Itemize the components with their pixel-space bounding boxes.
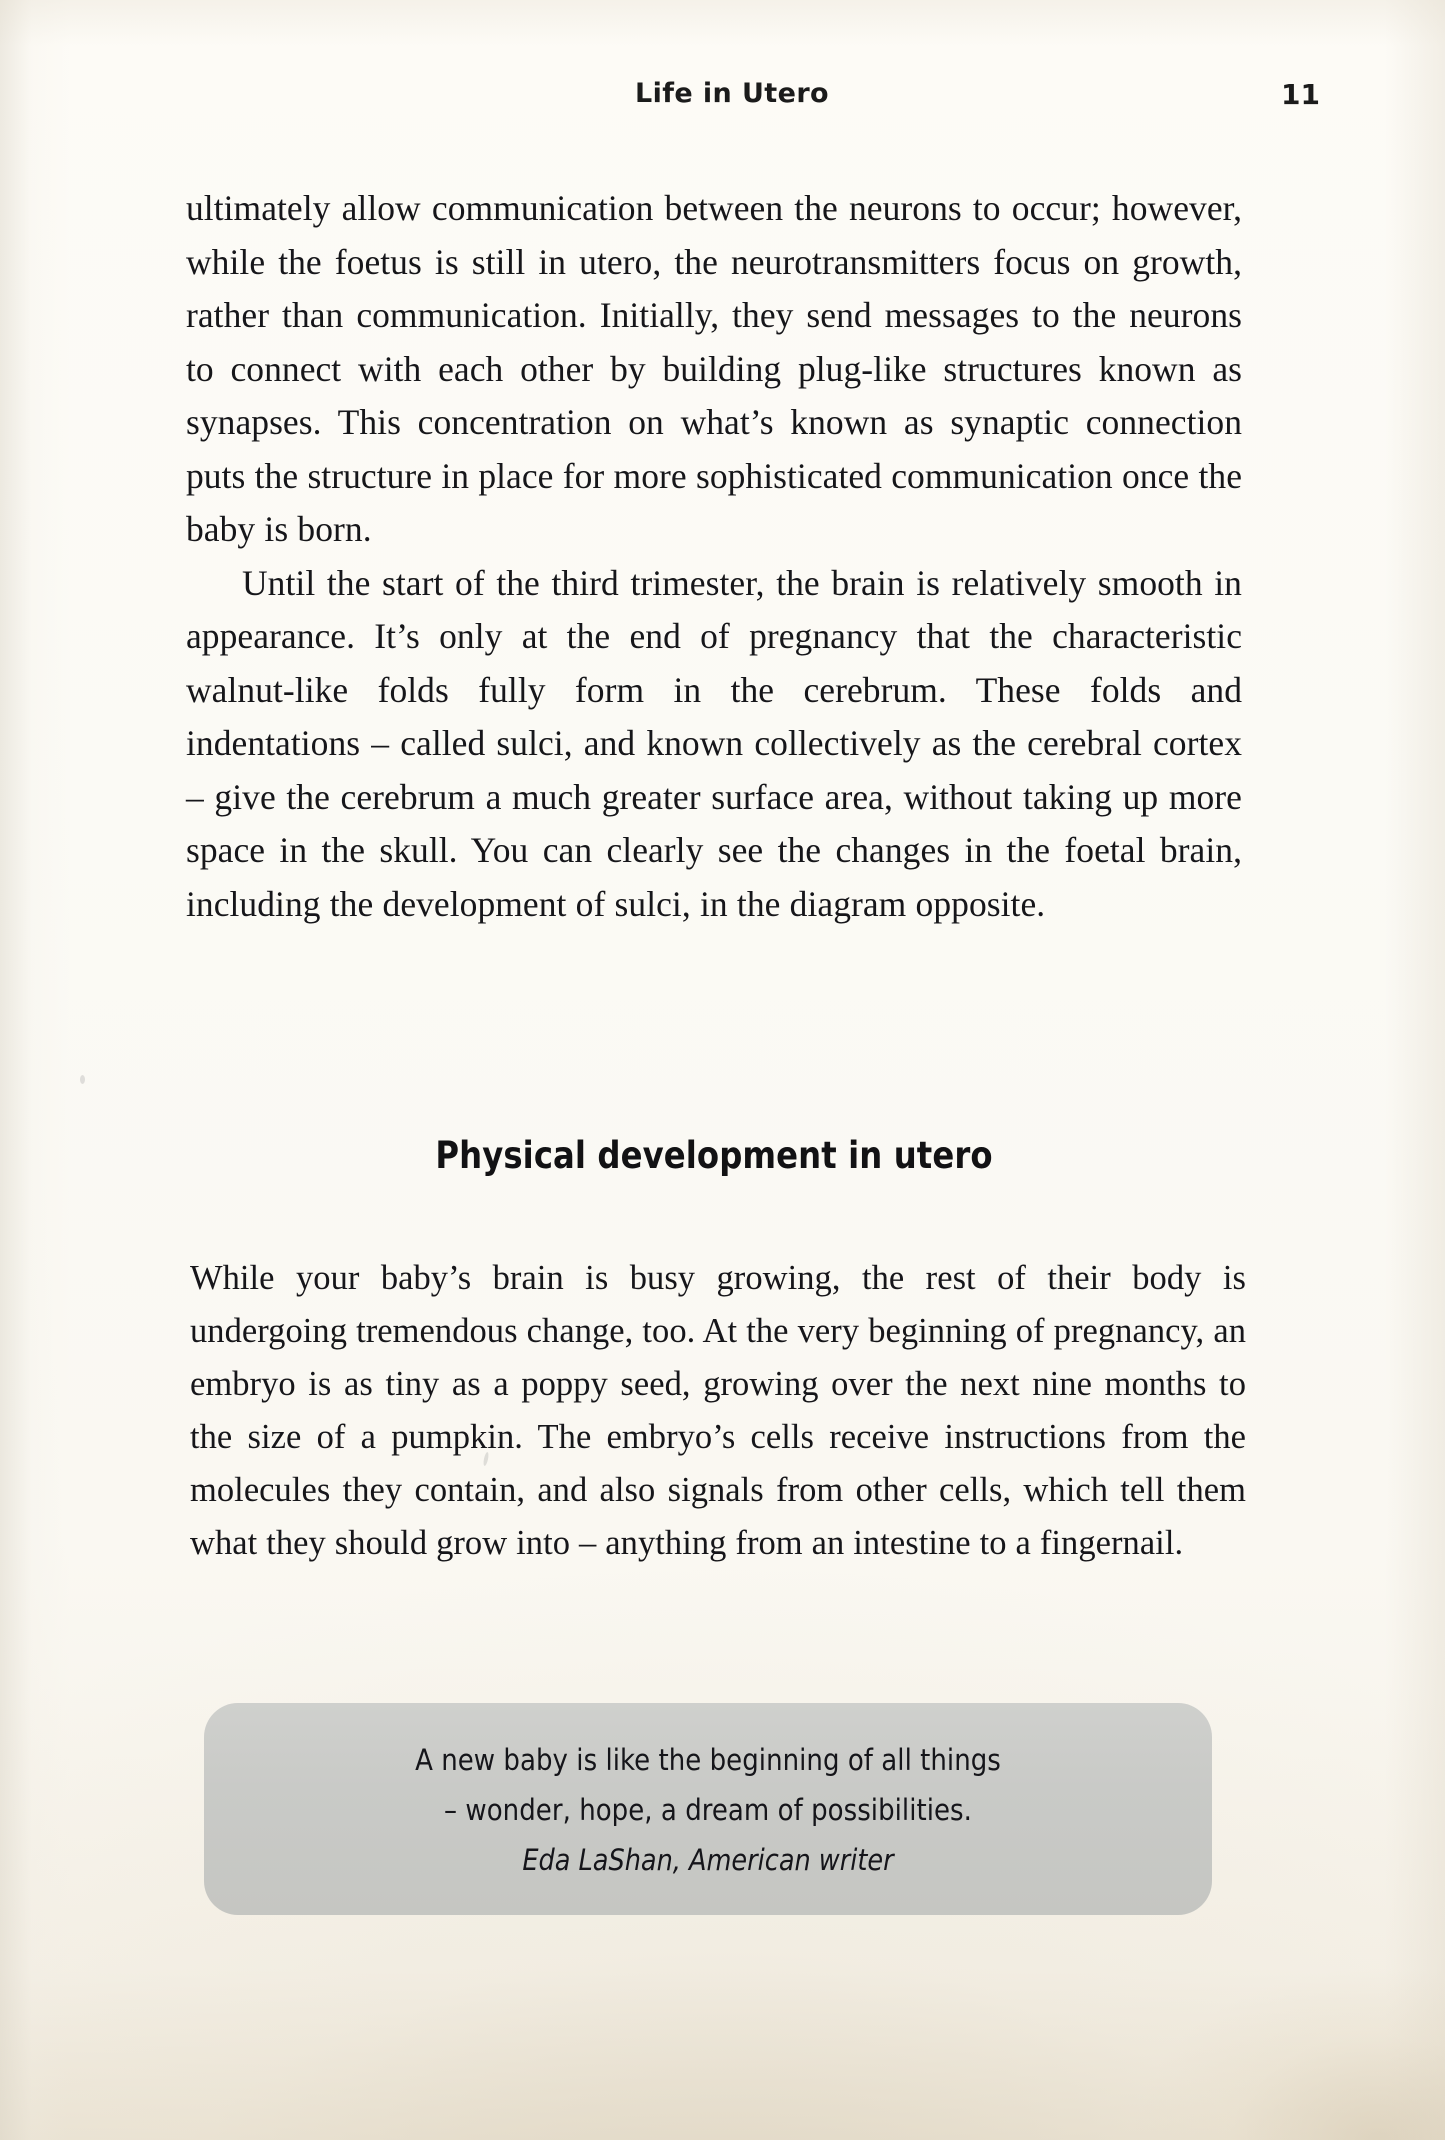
paragraph-physical-development: While your baby’s brain is busy growing, the rest of their body is undergoing tremendous change, too. At the very beginning of pregnancy, an embryo is as tiny as a poppy seed, growing over the next nine months to the size of a pumpkin. The embryo’s cells receive instructions from the molecules they contain, and also signals from other cells, which tell them what they should grow into – anything from an intestine to a fingernail. [190,1259,1246,1562]
paper-speck [80,1075,85,1084]
section-heading: Physical development in utero [435,1134,993,1177]
pull-quote-box [204,1703,1212,1915]
running-head-title: Life in Utero [634,78,829,109]
page-bottom-shadow [1115,1910,1445,2140]
body-text-column [186,182,1242,931]
paragraph-third-trimester: Until the start of the third trimester, the brain is relatively smooth in appearance. It’s only at the end of pregnancy that the characteristic walnut-like folds fully form in the cerebrum. These folds and indentations – called sulci, and known collectively as the cerebral cortex – give the cerebrum a much greater surface area, without taking up more space in the skull. You can clearly see the changes in the foetal brain, including the development of sulci, in the diagram opposite. [186,562,1242,924]
page-number: 11 [1281,78,1320,111]
quote-attribution: Eda LaShan, American writer [522,1843,894,1877]
page-left-edge-shading [0,0,70,2140]
page-right-edge-shading [1385,0,1445,2140]
running-head [180,78,1320,120]
quote-line-2: – wonder, hope, a dream of possibilities. [444,1793,972,1827]
paragraph-neurotransmitters: ultimately allow communication between the neurons to occur; however, while the foetus is still in utero, the neurotransmitters focus on growth, rather than communication. Initially, they send messages to the neurons to connect with each other by building plug-like structures known as synapses. This concentration on what’s known as synaptic connection puts the structure in place for more sophisticated communication once the baby is born. [186,188,1242,549]
quote-line-1: A new baby is like the beginning of all things [415,1743,1001,1777]
section-text-column [190,1252,1246,1570]
page-top-edge-shading [0,0,1445,46]
